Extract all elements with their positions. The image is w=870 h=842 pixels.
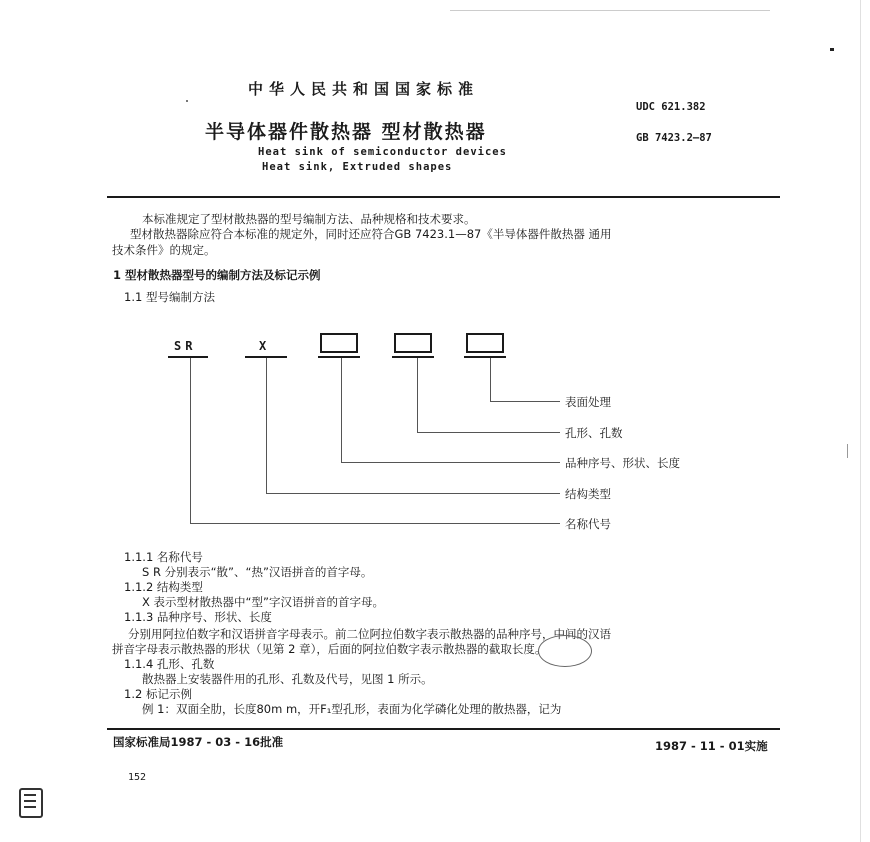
gb-number: GB 7423.2—87 <box>636 132 712 144</box>
label-name-code: 名称代号 <box>565 517 611 531</box>
leader-variety-h <box>341 462 560 463</box>
leader-hole <box>417 358 418 432</box>
intro-paragraph: 型材散热器除应符合本标准的规定外，同时还应符合GB 7423.1—87《半导体器件散热器 通用 <box>130 227 612 241</box>
clause-body: X 表示型材散热器中“型”字汉语拼音的首字母。 <box>142 595 384 609</box>
clause-heading: 1.2 标记示例 <box>124 687 192 701</box>
clause-body: 分别用阿拉伯数字和汉语拼音字母表示。前二位阿拉伯数字表示散热器的品种序号，中间的汉语 <box>128 627 611 641</box>
english-title-line2: Heat sink, Extruded shapes <box>262 161 453 173</box>
code-underline-variety <box>318 356 360 358</box>
standard-type: 中华人民共和国国家标准 <box>248 80 480 98</box>
scan-artifact-line <box>450 10 770 11</box>
approval-date: 国家标准局1987 - 03 - 16批准 <box>113 735 284 749</box>
leader-name <box>190 358 191 523</box>
code-box-surface <box>466 333 504 353</box>
scan-speck <box>847 444 848 458</box>
leader-structure-h <box>266 493 560 494</box>
clause-heading: 1.1.1 名称代号 <box>124 550 203 564</box>
subsection-heading: 1.1 型号编制方法 <box>124 290 215 304</box>
intro-paragraph: 本标准规定了型材散热器的型号编制方法、品种规格和技术要求。 <box>142 212 476 226</box>
udc-number: UDC 621.382 <box>636 101 706 113</box>
clause-body: 拼音字母表示散热器的形状（见第 2 章），后面的阿拉伯数字表示散热器的截取长度。 <box>112 642 547 656</box>
code-x: X <box>259 339 271 353</box>
intro-paragraph: 技术条件》的规定。 <box>112 243 216 257</box>
english-title-line1: Heat sink of semiconductor devices <box>258 146 507 158</box>
label-variety-shape-length: 品种序号、形状、长度 <box>565 456 680 470</box>
header-divider <box>107 196 780 198</box>
leader-variety <box>341 358 342 462</box>
code-box-hole <box>394 333 432 353</box>
pencil-circle-mark <box>538 635 592 667</box>
clause-body: S R 分别表示“散”、“热”汉语拼音的首字母。 <box>142 565 373 579</box>
label-surface-treatment: 表面处理 <box>565 395 611 409</box>
leader-surface <box>490 358 491 401</box>
section-heading: 1 型材散热器型号的编制方法及标记示例 <box>113 268 321 282</box>
code-underline-hole <box>392 356 434 358</box>
scan-speck <box>830 48 834 51</box>
code-underline-sr <box>168 356 208 358</box>
clause-heading: 1.1.2 结构类型 <box>124 580 203 594</box>
label-hole-type: 孔形、孔数 <box>565 426 623 440</box>
clause-heading: 1.1.3 品种序号、形状、长度 <box>124 610 272 624</box>
document-title: 半导体器件散热器 型材散热器 <box>205 121 487 143</box>
leader-surface-h <box>490 401 560 402</box>
leader-hole-h <box>417 432 560 433</box>
page-number: 152 <box>128 772 147 783</box>
leader-name-h <box>190 523 560 524</box>
scan-artifact-edge <box>860 0 861 842</box>
scan-stamp-mark <box>19 788 43 818</box>
footer-divider <box>107 728 780 730</box>
code-sr: SR <box>174 339 197 353</box>
clause-body: 散热器上安装器件用的孔形、孔数及代号，见图 1 所示。 <box>142 672 433 686</box>
scan-speck <box>186 100 188 102</box>
code-underline-surface <box>464 356 506 358</box>
clause-heading: 1.1.4 孔形、孔数 <box>124 657 215 671</box>
leader-structure <box>266 358 267 493</box>
implementation-date: 1987 - 11 - 01实施 <box>655 739 768 753</box>
clause-body: 例 1：双面全肋，长度80m m，开F₁型孔形，表面为化学磷化处理的散热器，记为 <box>142 702 562 716</box>
label-structure-type: 结构类型 <box>565 487 611 501</box>
code-box-variety <box>320 333 358 353</box>
